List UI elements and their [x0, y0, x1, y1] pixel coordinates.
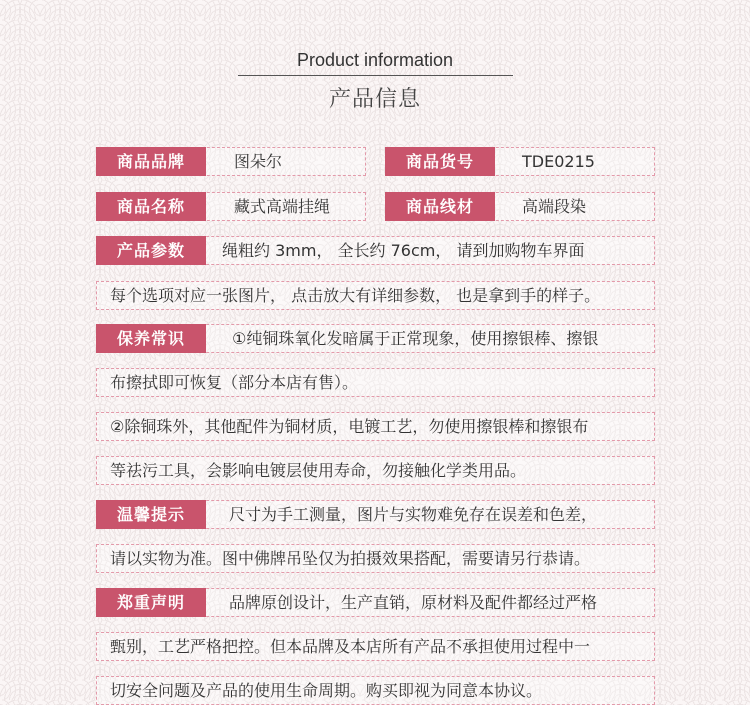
line-label: 商品线材: [385, 192, 495, 221]
statement-text-2: 甄别，工艺严格把控。但本品牌及本店所有产品不承担使用过程中一: [110, 637, 591, 656]
sku-value: TDE0215: [522, 152, 595, 171]
care-label: 保养常识: [96, 324, 206, 353]
title-divider: [238, 75, 513, 76]
care-text-3: ②除铜珠外，其他配件为铜材质，电镀工艺，勿使用擦银棒和擦银布: [110, 417, 589, 436]
brand-label: 商品品牌: [96, 147, 206, 176]
brand-value: 图朵尔: [234, 152, 283, 171]
params-label: 产品参数: [96, 236, 206, 265]
tips-text-1: 尺寸为手工测量，图片与实物难免存在误差和色差，: [229, 505, 598, 524]
statement-text-1: 品牌原创设计，生产直销，原材料及配件都经过严格: [229, 593, 598, 612]
name-label: 商品名称: [96, 192, 206, 221]
line-value: 高端段染: [522, 197, 587, 216]
statement-text-3: 切安全问题及产品的使用生命周期。购买即视为同意本协议。: [110, 681, 543, 700]
params-text-2: 每个选项对应一张图片， 点击放大有详细参数， 也是拿到手的样子。: [110, 286, 601, 305]
tips-label: 温馨提示: [96, 500, 206, 529]
sku-label: 商品货号: [385, 147, 495, 176]
care-text-1: ①纯铜珠氧化发暗属于正常现象，使用擦银棒、擦银: [232, 329, 599, 348]
care-text-2: 布擦拭即可恢复（部分本店有售）。: [110, 373, 359, 392]
statement-label: 郑重声明: [96, 588, 206, 617]
params-text-1: 绳粗约 3mm， 全长约 76cm， 请到加购物车界面: [222, 241, 585, 260]
care-text-4: 等祛污工具，会影响电镀层使用寿命，勿接触化学类用品。: [110, 461, 527, 480]
title-chinese: 产品信息: [328, 87, 421, 112]
title-english: Product information: [296, 50, 454, 70]
tips-text-2: 请以实物为准。图中佛牌吊坠仅为拍摄效果搭配，需要请另行恭请。: [110, 549, 591, 568]
name-value: 藏式高端挂绳: [234, 197, 331, 216]
